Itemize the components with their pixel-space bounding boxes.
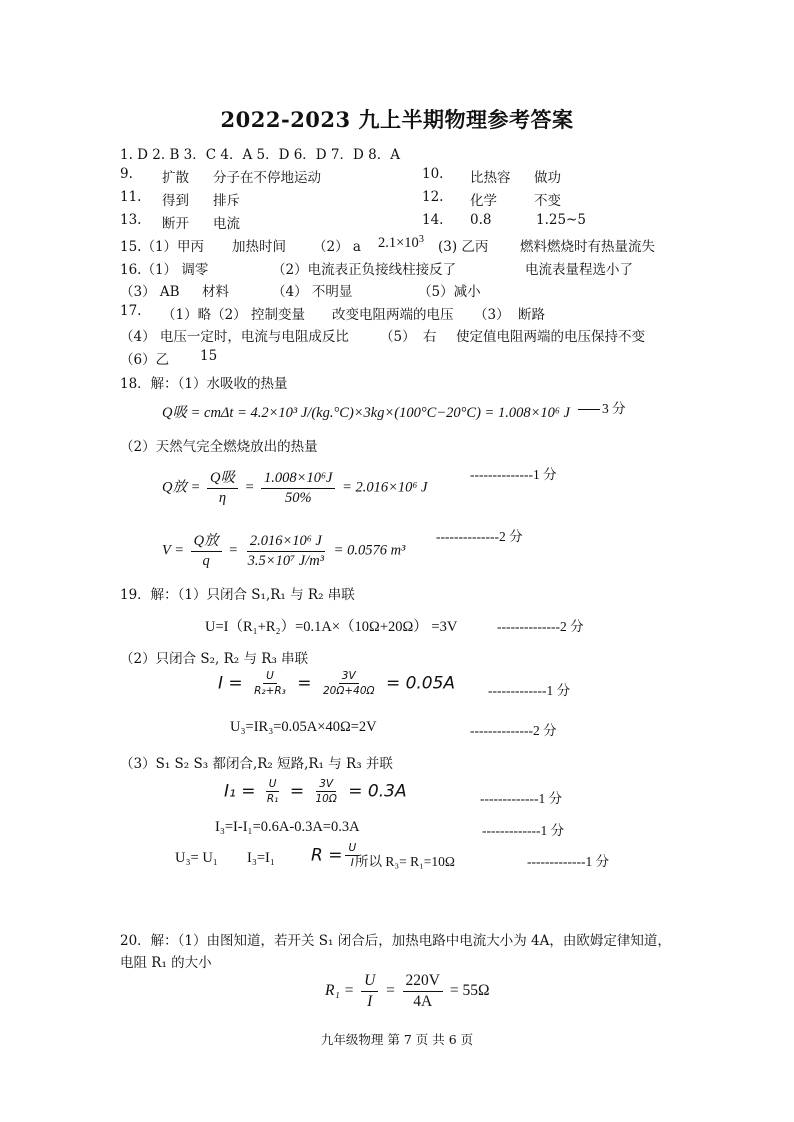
q16-part3: （3） AB (120, 284, 180, 300)
q19-eq2-lhs: I = (218, 673, 243, 694)
q19-eq4: I₁ = $\frac{U}{\text{R₁}}$ = $\frac{3V}{10\Omega}$ = 0.3A (224, 778, 407, 806)
q15-part3-reason: 燃料燃烧时有热量流失 (520, 239, 655, 255)
q18-eq3-frac2 (245, 533, 327, 569)
q17-part2b: 改变电阻两端的电压 (332, 307, 454, 323)
q17-part3: （3） (474, 307, 510, 323)
frac-denominator: 4A (413, 992, 433, 1010)
q19-eq4-score: -------------1 分 (480, 791, 563, 806)
frac-numerator: 1.008×10⁶J (261, 470, 335, 489)
frac-denominator: q (202, 552, 210, 569)
q18-eq2: Q放 = $\frac{\text{Q吸}}{\eta}$ = $\frac{\text{1.008×10⁶J}}{50\%}$ = 2.016×10⁶ J (162, 470, 428, 506)
q12-num: 12. (422, 189, 444, 205)
q19-eq4-frac2 (312, 778, 339, 805)
score-dash (578, 409, 600, 410)
q15-value (378, 234, 424, 252)
q18-eq2-lhs: Q放 = (162, 479, 201, 496)
q11-num: 11. (120, 189, 142, 205)
q16-part5: （5）减小 (418, 284, 481, 300)
q11-a: 得到 (162, 193, 189, 209)
q16-block (120, 258, 700, 304)
q18-eq3-frac1 (191, 533, 222, 569)
frac-numerator: U (266, 778, 280, 792)
q19-eq3: U₃=IR₃=0.05A×40Ω=2V (230, 719, 377, 735)
q19-eq6 (175, 842, 545, 874)
q18-eq3: V = $\frac{\text{Q放}}{q}$ = $\frac{\text{2.016×10⁶ J}}{\text{3.5×10⁷ J/m³}}$ = 0.0576 m³ (162, 533, 406, 569)
q18-head: 18．解：（1）水吸收的热量 (120, 376, 288, 392)
frac-numerator: U (345, 842, 359, 856)
q19-sub2: （2）只闭合 S₂, R₂ 与 R₃ 串联 (120, 651, 309, 667)
q18-eq1-score-text: 3 分 (602, 401, 626, 416)
q18-eq3-lhs: V = (162, 542, 185, 559)
q18-eq2-frac2 (261, 470, 335, 506)
q15-line (120, 235, 700, 255)
q16-part2: （2）电流表正负接线柱接反了 (272, 262, 457, 278)
q19-eq5: I₃=I-I₁=0.6A-0.3A=0.3A (215, 819, 360, 835)
page-footer: 九年级物理 第 7 页 共 6 页 (320, 1032, 474, 1047)
q19-eq5-score: -------------1 分 (482, 823, 565, 838)
q17-part6-value: 15 (200, 348, 218, 364)
q19-eq6-part-b: I₃=I₁ (247, 850, 275, 866)
q14-num: 14. (422, 212, 444, 228)
q20-eq-frac1 (361, 972, 378, 1011)
q16-part2b: 电流表量程选小了 (525, 262, 633, 278)
frac-denominator: R₂+R₃ (254, 685, 286, 698)
q17-part5: （5） (380, 329, 416, 345)
q19-eq1: U=I（R₁+R₂）=0.1A×（10Ω+20Ω） =3V (205, 619, 458, 635)
q17-part5-answer: 右 (423, 329, 437, 345)
q12-a: 化学 (470, 193, 497, 209)
q18-sub2: （2）天然气完全燃烧放出的热量 (120, 439, 318, 455)
q19-eq4-rhs: = 0.3A (348, 781, 407, 802)
q17-part6: （6）乙 (120, 352, 170, 368)
frac-numerator: U (361, 972, 378, 992)
frac-denominator: 10Ω (315, 793, 337, 806)
q18-eq3-score: --------------2 分 (436, 529, 523, 544)
q17-part3-answer: 断路 (518, 307, 545, 323)
frac-numerator: Q吸 (207, 470, 238, 489)
q16-part1: 16.（1） 调零 (120, 262, 209, 278)
frac-numerator: 2.016×10⁶ J (247, 533, 325, 552)
q9-num: 9. (120, 166, 133, 182)
mc-answers: 1. D 2. B 3．C 4．A 5．D 6．D 7．D 8．A (120, 147, 400, 163)
q18-eq2-score: --------------1 分 (470, 467, 557, 482)
q20-eq-frac2 (403, 972, 443, 1011)
q19-eq6c-lhs: R = (311, 845, 343, 866)
q18-eq1: Q吸 = cmΔt = 4.2×10³ J/(kg.°C)×3kg×(100°C−20°C) = 1.008×10⁶ J (162, 405, 570, 421)
q10-b: 做功 (534, 170, 561, 186)
q13-b: 电流 (213, 216, 240, 232)
q19-eq2-frac1 (251, 670, 289, 697)
q15-part1: 15.（1）甲丙 (120, 239, 205, 255)
frac-numerator: 220V (403, 972, 443, 992)
frac-denominator: I (350, 857, 354, 870)
q15-value-exp: 3 (418, 234, 424, 245)
q18-eq2-frac1 (207, 470, 238, 506)
q18-eq3-rhs: = 0.0576 m³ (333, 542, 406, 559)
q20-line1: 20．解：（1）由图知道，若开关 S₁ 闭合后，加热电路中电流大小为 4A，由欧姆定律知道， (120, 933, 671, 949)
q17-part5-reason: 使定值电阻两端的电压保持不变 (456, 329, 645, 345)
q17-num: 17. (120, 303, 142, 319)
q9-b: 分子在不停地运动 (213, 170, 321, 186)
q18-eq1-score (578, 397, 626, 417)
q19-eq3-score: --------------2 分 (470, 723, 557, 738)
q19-eq2-score: -------------1 分 (488, 683, 571, 698)
q19-eq6-part-a: U₃= U₁ (175, 850, 218, 866)
frac-numerator: Q放 (191, 533, 222, 552)
q19-eq1-score: --------------2 分 (497, 619, 584, 634)
q15-part3: (3) 乙丙 (438, 239, 489, 255)
frac-denominator: I (367, 992, 373, 1010)
q17-part1-2: （1）略（2） 控制变量 (162, 307, 305, 323)
q19-eq2-frac2 (320, 670, 378, 697)
q19-eq4-lhs: I₁ = (224, 781, 256, 802)
frac-numerator: 3V (316, 778, 336, 792)
q19-eq2-rhs: = 0.05A (385, 673, 456, 694)
frac-denominator: η (218, 489, 227, 506)
q19-sub3: （3）S₁ S₂ S₃ 都闭合,R₂ 短路,R₁ 与 R₃ 并联 (120, 756, 393, 772)
q20-eq-lhs: R₁ = (325, 981, 355, 999)
page-title: 2022-2023 九上半期物理参考答案 (220, 107, 574, 132)
q19-eq2: I = $\frac{U}{\text{R₂+R₃}}$ = $\frac{3V}{20\Omega+40\Omega}$ = 0.05A (218, 670, 456, 698)
q11-b: 排斥 (213, 193, 240, 209)
frac-denominator: 50% (284, 489, 312, 506)
q16-part3b: 材料 (202, 284, 229, 300)
q13-num: 13. (120, 212, 142, 228)
q18-eq2-rhs: = 2.016×10⁶ J (342, 479, 428, 496)
frac-numerator: 3V (339, 670, 359, 684)
frac-denominator: 3.5×10⁷ J/m³ (247, 552, 325, 569)
q19-eq6c-rhs: 所以 R₃= R₁=10Ω (355, 854, 455, 869)
q10-num: 10. (422, 166, 444, 182)
q19-eq4-frac1 (264, 778, 282, 805)
frac-numerator: U (263, 670, 277, 684)
q9-a: 扩散 (162, 170, 189, 186)
q20-line2: 电阻 R₁ 的大小 (120, 955, 212, 971)
fill-block (120, 166, 720, 236)
frac-denominator: 20Ω+40Ω (322, 685, 375, 698)
q15-part2: （2） a (313, 239, 361, 255)
q20-eq: R₁ = $\frac{U}{I}$ = $\frac{220V}{4A}$ = 55Ω (325, 972, 490, 1010)
q16-part4: （4） 不明显 (272, 284, 353, 300)
q20-eq-rhs: = 55Ω (449, 981, 490, 999)
q12-b: 不变 (534, 193, 561, 209)
q15-part1-reason: 加热时间 (232, 239, 286, 255)
q17-part4: （4） 电压一定时，电流与电阻成反比 (120, 329, 349, 345)
q10-a: 比热容 (470, 170, 511, 186)
q17-block (120, 303, 700, 369)
q14-b: 1.25~5 (536, 212, 586, 228)
q13-a: 断开 (162, 216, 189, 232)
q19-eq6-score: -------------1 分 (527, 854, 610, 869)
q19-head: 19．解：（1）只闭合 S₁,R₁ 与 R₂ 串联 (120, 587, 355, 603)
frac-denominator: R₁ (266, 793, 279, 806)
q14-a: 0.8 (470, 212, 492, 228)
q15-value-base: 2.1×10 (378, 235, 419, 251)
